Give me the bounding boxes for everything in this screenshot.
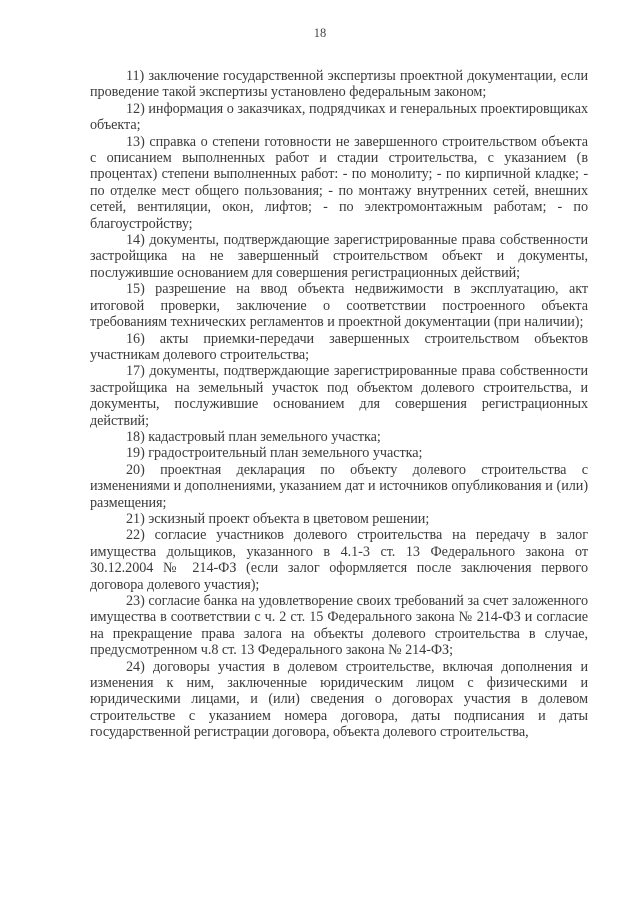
list-item-18: 18) кадастровый план земельного участка; (126, 428, 381, 445)
list-item-15: 15) разрешение на ввод объекта недвижимости в эксплуатацию, акт итоговой проверки, заключение о соответствии построенного объекта требованиям технических регламентов и проектной документации (при наличии); (90, 281, 588, 331)
document-body (90, 68, 588, 741)
list-item-19: 19) градостроительный план земельного участка; (126, 445, 423, 462)
list-item-16: 16) акты приемки-передачи завершенных строительством объектов участникам долевого строительства; (90, 330, 588, 363)
list-item-21: 21) эскизный проект объекта в цветовом решении; (126, 510, 430, 527)
list-item-14: 14) документы, подтверждающие зарегистрированные права собственности застройщика на не завершенный строительством объект и документы, послужившие основанием для совершения регистрационных действий; (90, 232, 588, 281)
list-item-23: 23) согласие банка на удовлетворение своих требований за счет заложенного имущества в соответствии с ч. 2 ст. 15 Федерального закона № 214-ФЗ и согласие на прекращение права залога на объекты долевого строительства в случае, предусмотренном ч.8 ст. 13 Федерального закона № 214-ФЗ; (90, 593, 588, 659)
list-item-17: 17) документы, подтверждающие зарегистрированные права собственности застройщика на земельный участок под объектом долевого строительства, и документы, послужившие основанием для совершения регистрационных действий; (90, 363, 588, 429)
page-number: 18 (313, 26, 327, 40)
list-item-13: 13) справка о степени готовности не завершенного строительством объекта с описанием выполненных работ и стадии строительства, с указанием (в процентах) степени выполненных работ: - по монолиту; - по кирпичной кладке; - по отделке мест общего пользования; - по монтажу внутренних сетей, внешних сетей, вентиляции, окон, лифтов; - по электромонтажным работам; - по благоустройству; (90, 133, 588, 232)
list-item-12: 12) информация о заказчиках, подрядчиках и генеральных проектировщиках объекта; (90, 100, 588, 134)
list-item-20: 20) проектная декларация по объекту долевого строительства с изменениями и дополнениями, указанием дат и источников опубликования и (или) размещения; (90, 461, 588, 511)
list-item-22: 22) согласие участников долевого строительства на передачу в залог имущества дольщиков, указанного в 4.1-3 ст. 13 Федерального закона от 30.12.2004 № 214-ФЗ (если залог оформляется после заключения первого договора долевого участия); (90, 527, 588, 593)
list-item-11: 11) заключение государственной экспертизы проектной документации, если проведение такой экспертизы установлено федеральным законом; (90, 68, 588, 101)
list-item-24: 24) договоры участия в долевом строительстве, включая дополнения и изменения к ним, заключенные юридическим лицом с физическими и юридическими лицами, и (или) сведения о договорах участия в долевом строительстве с указанием номера договора, даты подписания и даты государственной регистрации договора, объекта долевого строительства, (90, 658, 588, 741)
